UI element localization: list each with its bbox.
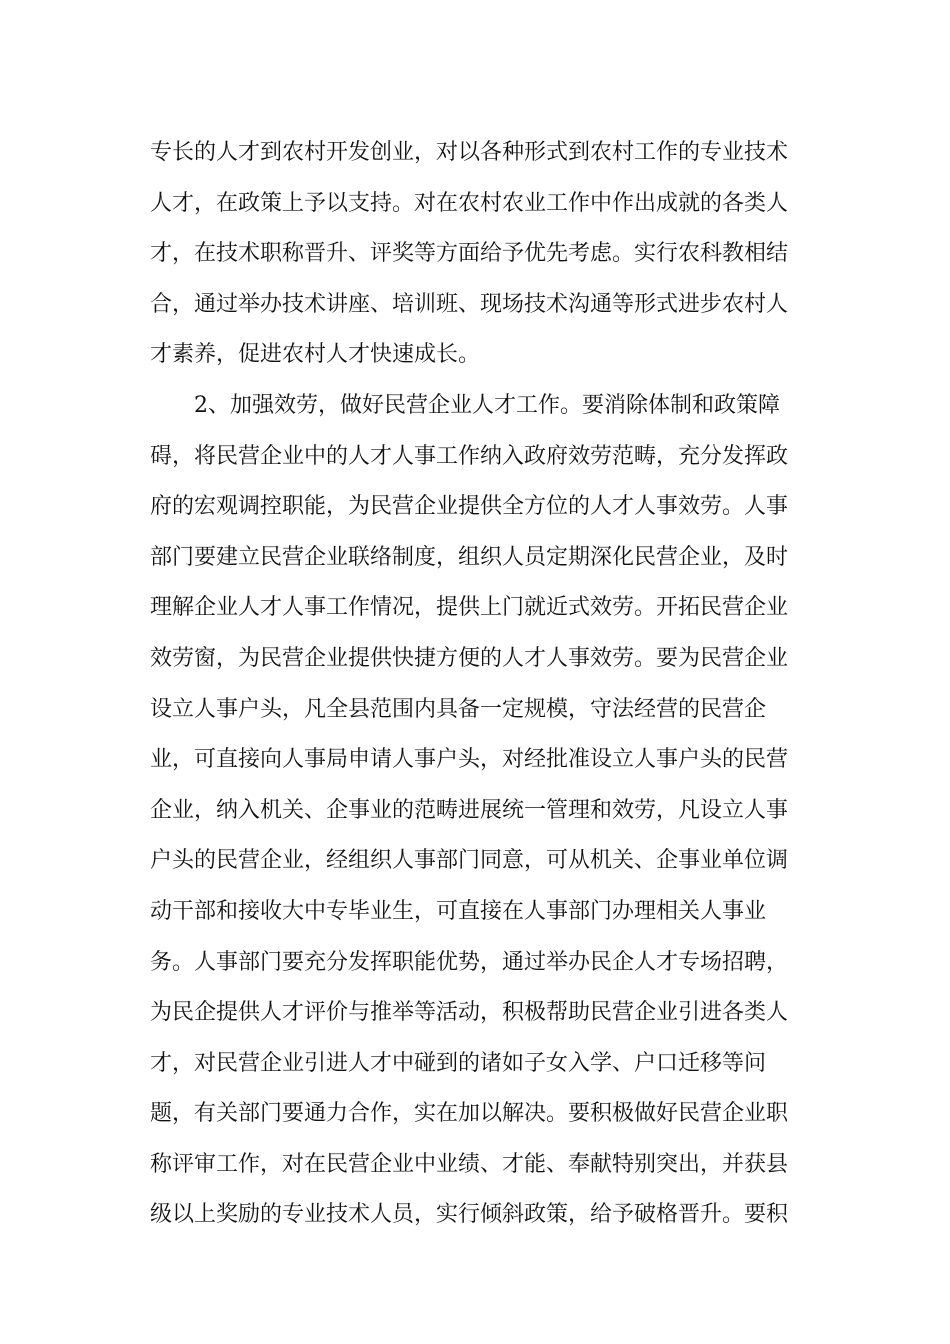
text-line: 2、加强效劳，做好民营企业人才工作。要消除体制和政策障 <box>150 392 780 418</box>
paragraph-2 <box>150 381 800 1241</box>
paragraph-1 <box>150 128 800 381</box>
text-line: 才，对民营企业引进人才中碰到的诸如子女入学、户口迁移等问 <box>150 1050 767 1076</box>
text-line: 专长的人才到农村开发创业，对以各种形式到农村工作的专业技术 <box>150 140 789 165</box>
text-line: 理解企业人才人事工作情况，提供上门就近式效劳。开拓民营企业 <box>150 595 789 621</box>
text-line: 才，在技术职称晋升、评奖等方面给予优先考虑。实行农科教相结 <box>150 241 789 267</box>
text-line: 务。人事部门要充分发挥职能优势，通过举办民企人才专场招聘， <box>150 949 789 975</box>
text-line: 部门要建立民营企业联络制度，组织人员定期深化民营企业，及时 <box>150 544 789 570</box>
text-line: 才素养，促进农村人才快速成长。 <box>150 342 481 368</box>
text-line: 效劳窗，为民营企业提供快捷方便的人才人事效劳。要为民营企业 <box>150 645 789 671</box>
text-line: 级以上奖励的专业技术人员，实行倾斜政策，给予破格晋升。要积 <box>150 1202 789 1228</box>
text-line: 设立人事户头，凡全县范围内具备一定规模，守法经营的民营企 <box>150 696 767 722</box>
body-text <box>150 128 800 1241</box>
text-line: 人才，在政策上予以支持。对在农村农业工作中作出成就的各类人 <box>150 190 789 216</box>
text-line: 府的宏观调控职能，为民营企业提供全方位的人才人事效劳。人事 <box>150 494 789 520</box>
text-line: 为民企提供人才评价与推举等活动，积极帮助民营企业引进各类人 <box>150 1000 789 1026</box>
text-line: 动干部和接收大中专毕业生，可直接在人事部门办理相关人事业 <box>150 898 767 924</box>
text-line: 业，可直接向人事局申请人事户头，对经批准设立人事户头的民营 <box>150 747 789 773</box>
text-line: 合，通过举办技术讲座、培训班、现场技术沟通等形式进步农村人 <box>150 291 789 317</box>
text-line: 题，有关部门要通力合作，实在加以解决。要积极做好民营企业职 <box>150 1101 789 1127</box>
text-line: 户头的民营企业，经组织人事部门同意，可从机关、企事业单位调 <box>150 848 789 874</box>
text-line: 碍，将民营企业中的人才人事工作纳入政府效劳范畴，充分发挥政 <box>150 443 789 469</box>
text-line: 企业，纳入机关、企事业的范畴进展统一管理和效劳，凡设立人事 <box>150 797 789 823</box>
text-line: 称评审工作，对在民营企业中业绩、才能、奉献特别突出，并获县 <box>150 1151 789 1177</box>
